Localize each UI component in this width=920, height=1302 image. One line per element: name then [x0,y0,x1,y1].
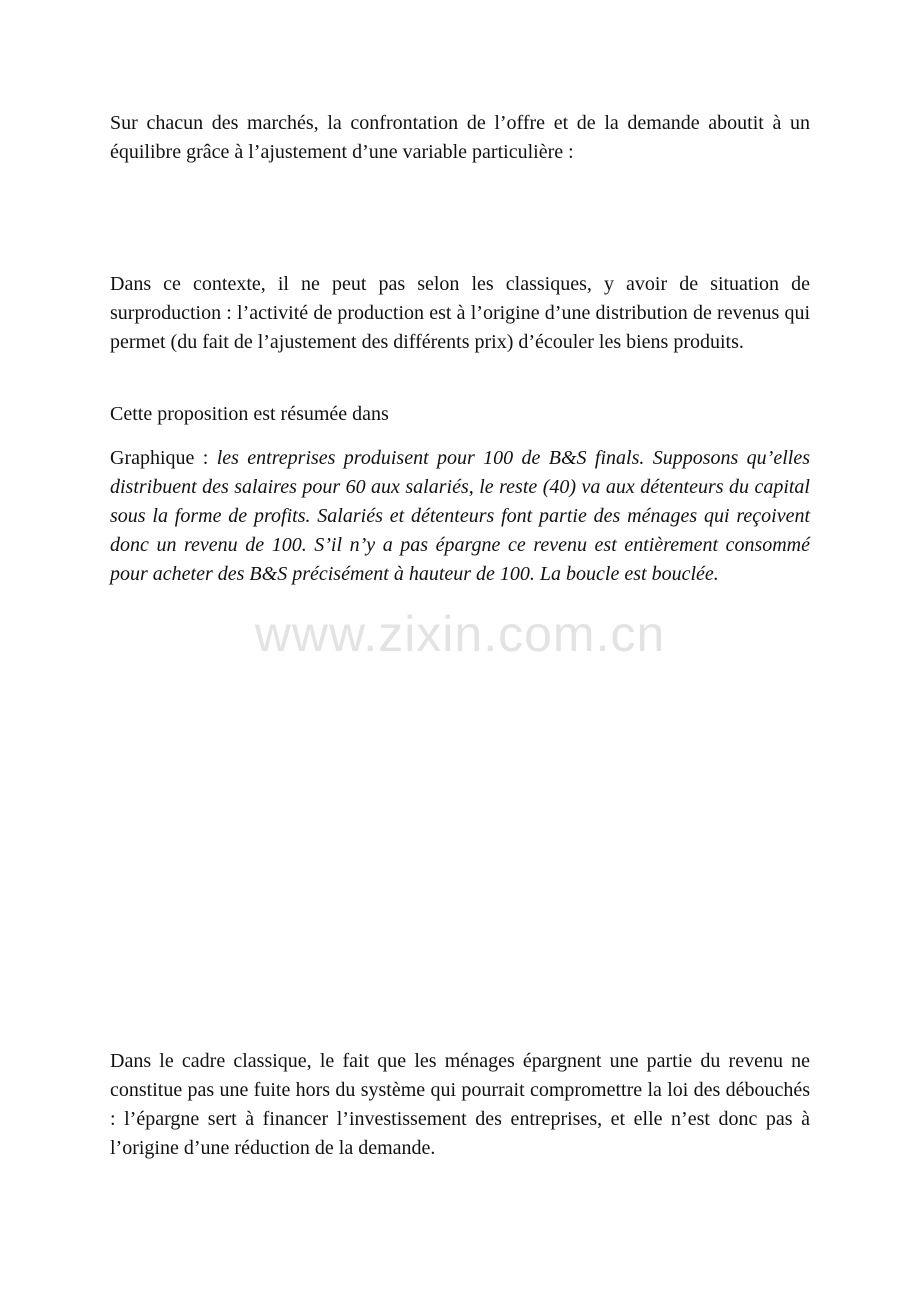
paragraph-savings-investment [110,1047,810,1163]
graph-description-italic: les entreprises produisent pour 100 de B&S finals. Supposons qu’elles distribuent des salaires pour 60 aux salariés, le reste (40) va aux détenteurs du capital sous la forme de profits. Salariés et détenteurs font partie des ménages qui reçoivent donc un revenu de 100. S’il n’y a pas épargne ce revenu est entièrement consommé pour acheter des B&S précisément à hauteur de 100. La boucle est bouclée. [110,447,810,585]
paragraph-market-equilibrium [110,109,810,167]
graph-label: Graphique : [110,447,217,469]
watermark-text: www.zixin.com.cn [254,606,666,662]
paragraph-proposition-summary [110,400,810,429]
paragraph-no-overproduction [110,270,810,357]
paragraph-text: Dans le cadre classique, le fait que les ménages épargnent une partie du revenu ne constitue pas une fuite hors du système qui pourrait compromettre la loi des débouchés : l’épargne sert à financer l’investissement des entreprises, et elle n’est donc pas à l’origine d’une réduction de la demande. [110,1050,810,1159]
paragraph-text: Sur chacun des marchés, la confrontation de l’offre et de la demande aboutit à un équilibre grâce à l’ajustement d’une variable particulière : [110,112,810,163]
paragraph-graph-description [110,444,810,589]
paragraph-text: Cette proposition est résumée dans [110,403,389,425]
paragraph-text: Dans ce contexte, il ne peut pas selon les classiques, y avoir de situation de surproduction : l’activité de production est à l’origine d’une distribution de revenus qui permet (du fait de l’ajustement des différents prix) d’écouler les biens produits. [110,273,810,353]
